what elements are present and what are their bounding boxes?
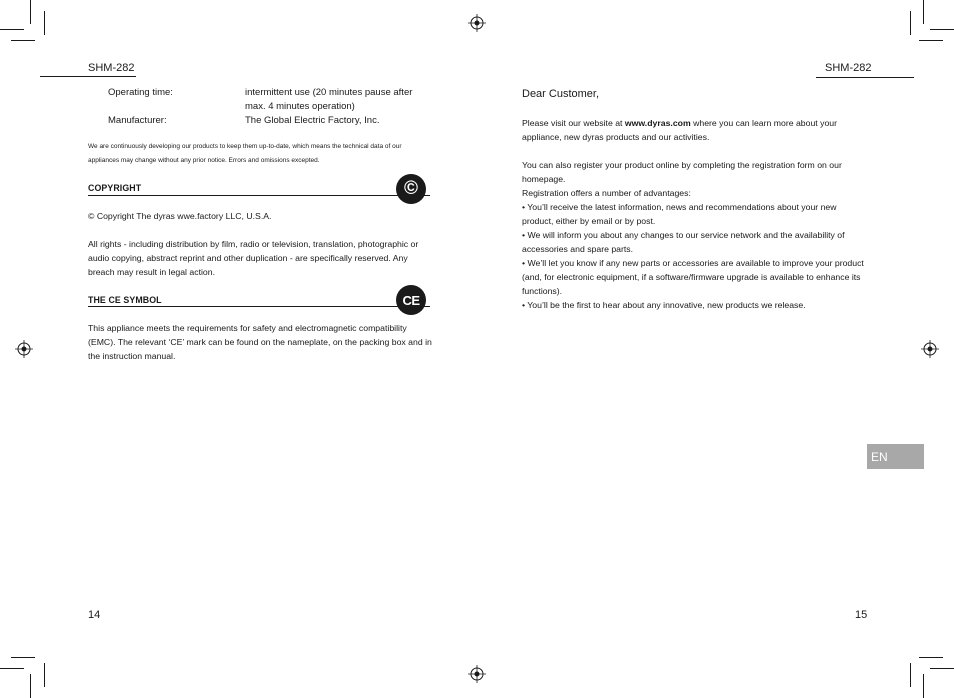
website-link[interactable]: www.dyras.com — [624, 118, 691, 128]
register-paragraph — [522, 158, 870, 312]
intro-paragraph — [522, 116, 867, 144]
section-rule — [88, 195, 430, 196]
spec-value: intermittent use (20 minutes pause after max. 4 minutes operation) — [245, 87, 413, 112]
advantage-item: • You’ll be the first to hear about any innovative, new products we release. — [522, 300, 806, 310]
spec-label: Manufacturer: — [108, 115, 167, 126]
advantage-item: • We’ll let you know if any new parts or accessories are available to improve your product (and, for electronic equipment, if a software/firmware upgrade is available to enhance its functions). — [522, 258, 864, 296]
registration-mark-icon — [468, 14, 486, 32]
crop-mark — [44, 11, 45, 35]
crop-mark — [910, 663, 911, 687]
crop-mark — [30, 0, 31, 24]
register-line: You can also register your product online by completing the registration form on our homepage. — [522, 160, 842, 184]
change-notice: We are continuously developing our products to keep them up-to-date, which means the technical data of our appliances may change without any prior notice. Errors and omissions excepted. — [88, 143, 402, 164]
section-rule — [88, 306, 430, 307]
ce-heading: THE CE SYMBOL — [88, 295, 162, 305]
crop-mark — [11, 657, 35, 658]
ce-mark-icon: CE — [396, 285, 426, 315]
copyright-line: © Copyright The dyras wwe.factory LLC, U.S.A. — [88, 211, 272, 221]
registration-mark-icon — [921, 340, 939, 358]
crop-mark — [919, 40, 943, 41]
crop-mark — [910, 11, 911, 35]
ce-paragraph: This appliance meets the requirements for safety and electromagnetic compatibility (EMC). The relevant ‘CE’ mark can be found on the nameplate, on the packing box and in the instruction manual. — [88, 323, 432, 361]
crop-mark — [11, 40, 35, 41]
model-header: SHM-282 — [825, 62, 872, 74]
registration-mark-icon — [468, 665, 486, 683]
crop-mark — [923, 0, 924, 24]
crop-mark — [930, 668, 954, 669]
crop-mark — [919, 657, 943, 658]
spec-label: Operating time: — [108, 87, 173, 98]
greeting: Dear Customer, — [522, 88, 600, 100]
registration-mark-icon — [15, 340, 33, 358]
intro-text: Please visit our website at — [522, 118, 625, 128]
page-number: 14 — [88, 609, 101, 621]
header-rule — [816, 77, 914, 78]
language-tab: EN — [867, 444, 924, 469]
model-header: SHM-282 — [88, 62, 135, 74]
copyright-icon: © — [396, 174, 426, 204]
advantage-item: • We will inform you about any changes to our service network and the availability of accessories and spare parts. — [522, 230, 845, 254]
register-line: Registration offers a number of advantages: — [522, 188, 691, 198]
crop-mark — [923, 674, 924, 698]
crop-mark — [30, 674, 31, 698]
copyright-heading: COPYRIGHT — [88, 183, 142, 193]
crop-mark — [0, 29, 24, 30]
advantage-item: • You’ll receive the latest information, news and recommendations about your new product, either by email or by post. — [522, 202, 837, 226]
rights-paragraph: All rights - including distribution by film, radio or television, translation, photographic or audio copying, abstract reprint and other duplication - are specifically reserved. Any breach may result in legal action. — [88, 239, 419, 277]
crop-mark — [44, 663, 45, 687]
crop-mark — [930, 29, 954, 30]
intro-text: where you can learn more about your appliance, new dyras products and our activities. — [522, 118, 838, 142]
header-rule — [40, 76, 136, 77]
crop-mark — [0, 668, 24, 669]
page-number: 15 — [855, 609, 868, 621]
spec-value: The Global Electric Factory, Inc. — [245, 115, 380, 126]
